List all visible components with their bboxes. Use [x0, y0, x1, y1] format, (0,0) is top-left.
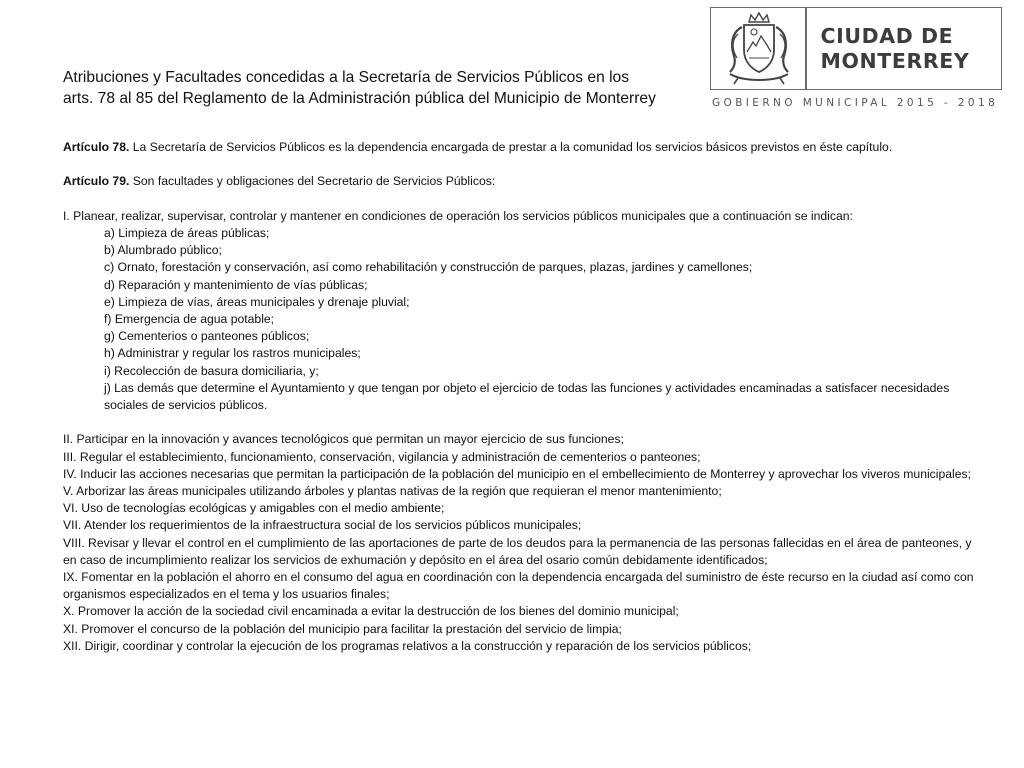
- item-v: V. Arborizar las áreas municipales utilizando árboles y plantas nativas de la región que requieran el menor mantenimiento;: [63, 484, 722, 499]
- title-line2: arts. 78 al 85 del Reglamento de la Administración pública del Municipio de Monterrey: [63, 90, 656, 107]
- document-body: [63, 139, 975, 655]
- article-79-text: Son facultades y obligaciones del Secretario de Servicios Públicos:: [129, 174, 496, 189]
- article-78-label: Artículo 78.: [63, 140, 130, 154]
- sub-item-c: c) Ornato, forestación y conservación, así como rehabilitación y construcción de parques, plazas, jardines y camellones;: [104, 260, 753, 275]
- city-name: [821, 24, 970, 74]
- item-ii: II. Participar en la innovación y avances tecnológicos que permitan un mayor ejercicio de sus funciones;: [63, 432, 624, 447]
- city-name-line2: MONTERREY: [820, 48, 970, 73]
- monterrey-coat-of-arms-icon: [717, 10, 801, 88]
- city-name-line1: CIUDAD DE: [820, 23, 954, 48]
- sub-item-e: e) Limpieza de vías, áreas municipales y drenaje pluvial;: [104, 294, 410, 309]
- sub-item-f: f) Emergencia de agua potable;: [104, 312, 275, 326]
- article-79-label: Artículo 79.: [63, 174, 130, 189]
- item-xii: XII. Dirigir, coordinar y controlar la ejecución de los programas relativos a la construcción y reparación de los servicios públicos;: [63, 638, 752, 653]
- sub-item-a: a) Limpieza de áreas públicas;: [104, 225, 270, 240]
- document-title: [63, 67, 723, 109]
- item-iii: III. Regular el establecimiento, funcionamiento, conservación, vigilancia y administración de cementerios o panteones;: [63, 449, 701, 464]
- sub-item-d: d) Reparación y mantenimiento de vías públicas;: [104, 277, 368, 292]
- item-ix: IX. Fomentar en la población el ahorro en el consumo del agua en coordinación con la dependencia encargada del suministro de éste recurso en la ciudad así como con organismos especializados en el tema y los usuarios finales;: [63, 570, 974, 602]
- sub-item-g: g) Cementerios o panteones públicos;: [104, 329, 310, 344]
- sub-item-h: h) Administrar y regular los rastros municipales;: [104, 346, 361, 361]
- sub-item-b: b) Alumbrado público;: [104, 243, 222, 258]
- item-viii: VIII. Revisar y llevar el control en el cumplimiento de las aportaciones de parte de los deudos para la permanencia de las personas fallecidas en el área de panteones, y en caso de incumplimiento realizar los servicios de exhumación y depósito en el área del osario común debidamente identificados;: [63, 535, 972, 567]
- item-i: I. Planear, realizar, supervisar, controlar y mantener en condiciones de operación los servicios públicos municipales que a continuación se indican:: [63, 208, 853, 223]
- sub-item-j: j) Las demás que determine el Ayuntamiento y que tengan por objeto el ejercicio de todas las funciones y actividades encaminadas a satisfacer necesidades sociales de servicios públicos.: [104, 380, 950, 413]
- logo-divider: [805, 7, 807, 90]
- item-xi: XI. Promover el concurso de la población del municipio para facilitar la prestación del servicio de limpia;: [63, 621, 622, 636]
- item-vi: VI. Uso de tecnologías ecológicas y amigables con el medio ambiente;: [63, 501, 445, 516]
- article-78-text: La Secretaría de Servicios Públicos es la dependencia encargada de prestar a la comunidad los servicios básicos previstos en éste capítulo.: [129, 140, 893, 154]
- article-78: [63, 139, 975, 156]
- item-x: X. Promover la acción de la sociedad civil encaminada a evitar la destrucción de los bienes del dominio municipal;: [63, 604, 679, 619]
- government-period: GOBIERNO MUNICIPAL 2015 - 2018: [712, 97, 999, 109]
- title-line1: Atribuciones y Facultades concedidas a la Secretaría de Servicios Públicos en los: [63, 69, 630, 86]
- item-iv: IV. Inducir las acciones necesarias que permitan la participación de la población del municipio en el embellecimiento de Monterrey y aprovechar los viveros municipales;: [63, 466, 971, 481]
- city-logo: [710, 7, 1002, 90]
- sub-item-i: i) Recolección de basura domiciliaria, y;: [104, 363, 319, 378]
- article-79: [63, 173, 975, 190]
- item-vii: VII. Atender los requerimientos de la infraestructura social de los servicios públicos municipales;: [63, 518, 582, 533]
